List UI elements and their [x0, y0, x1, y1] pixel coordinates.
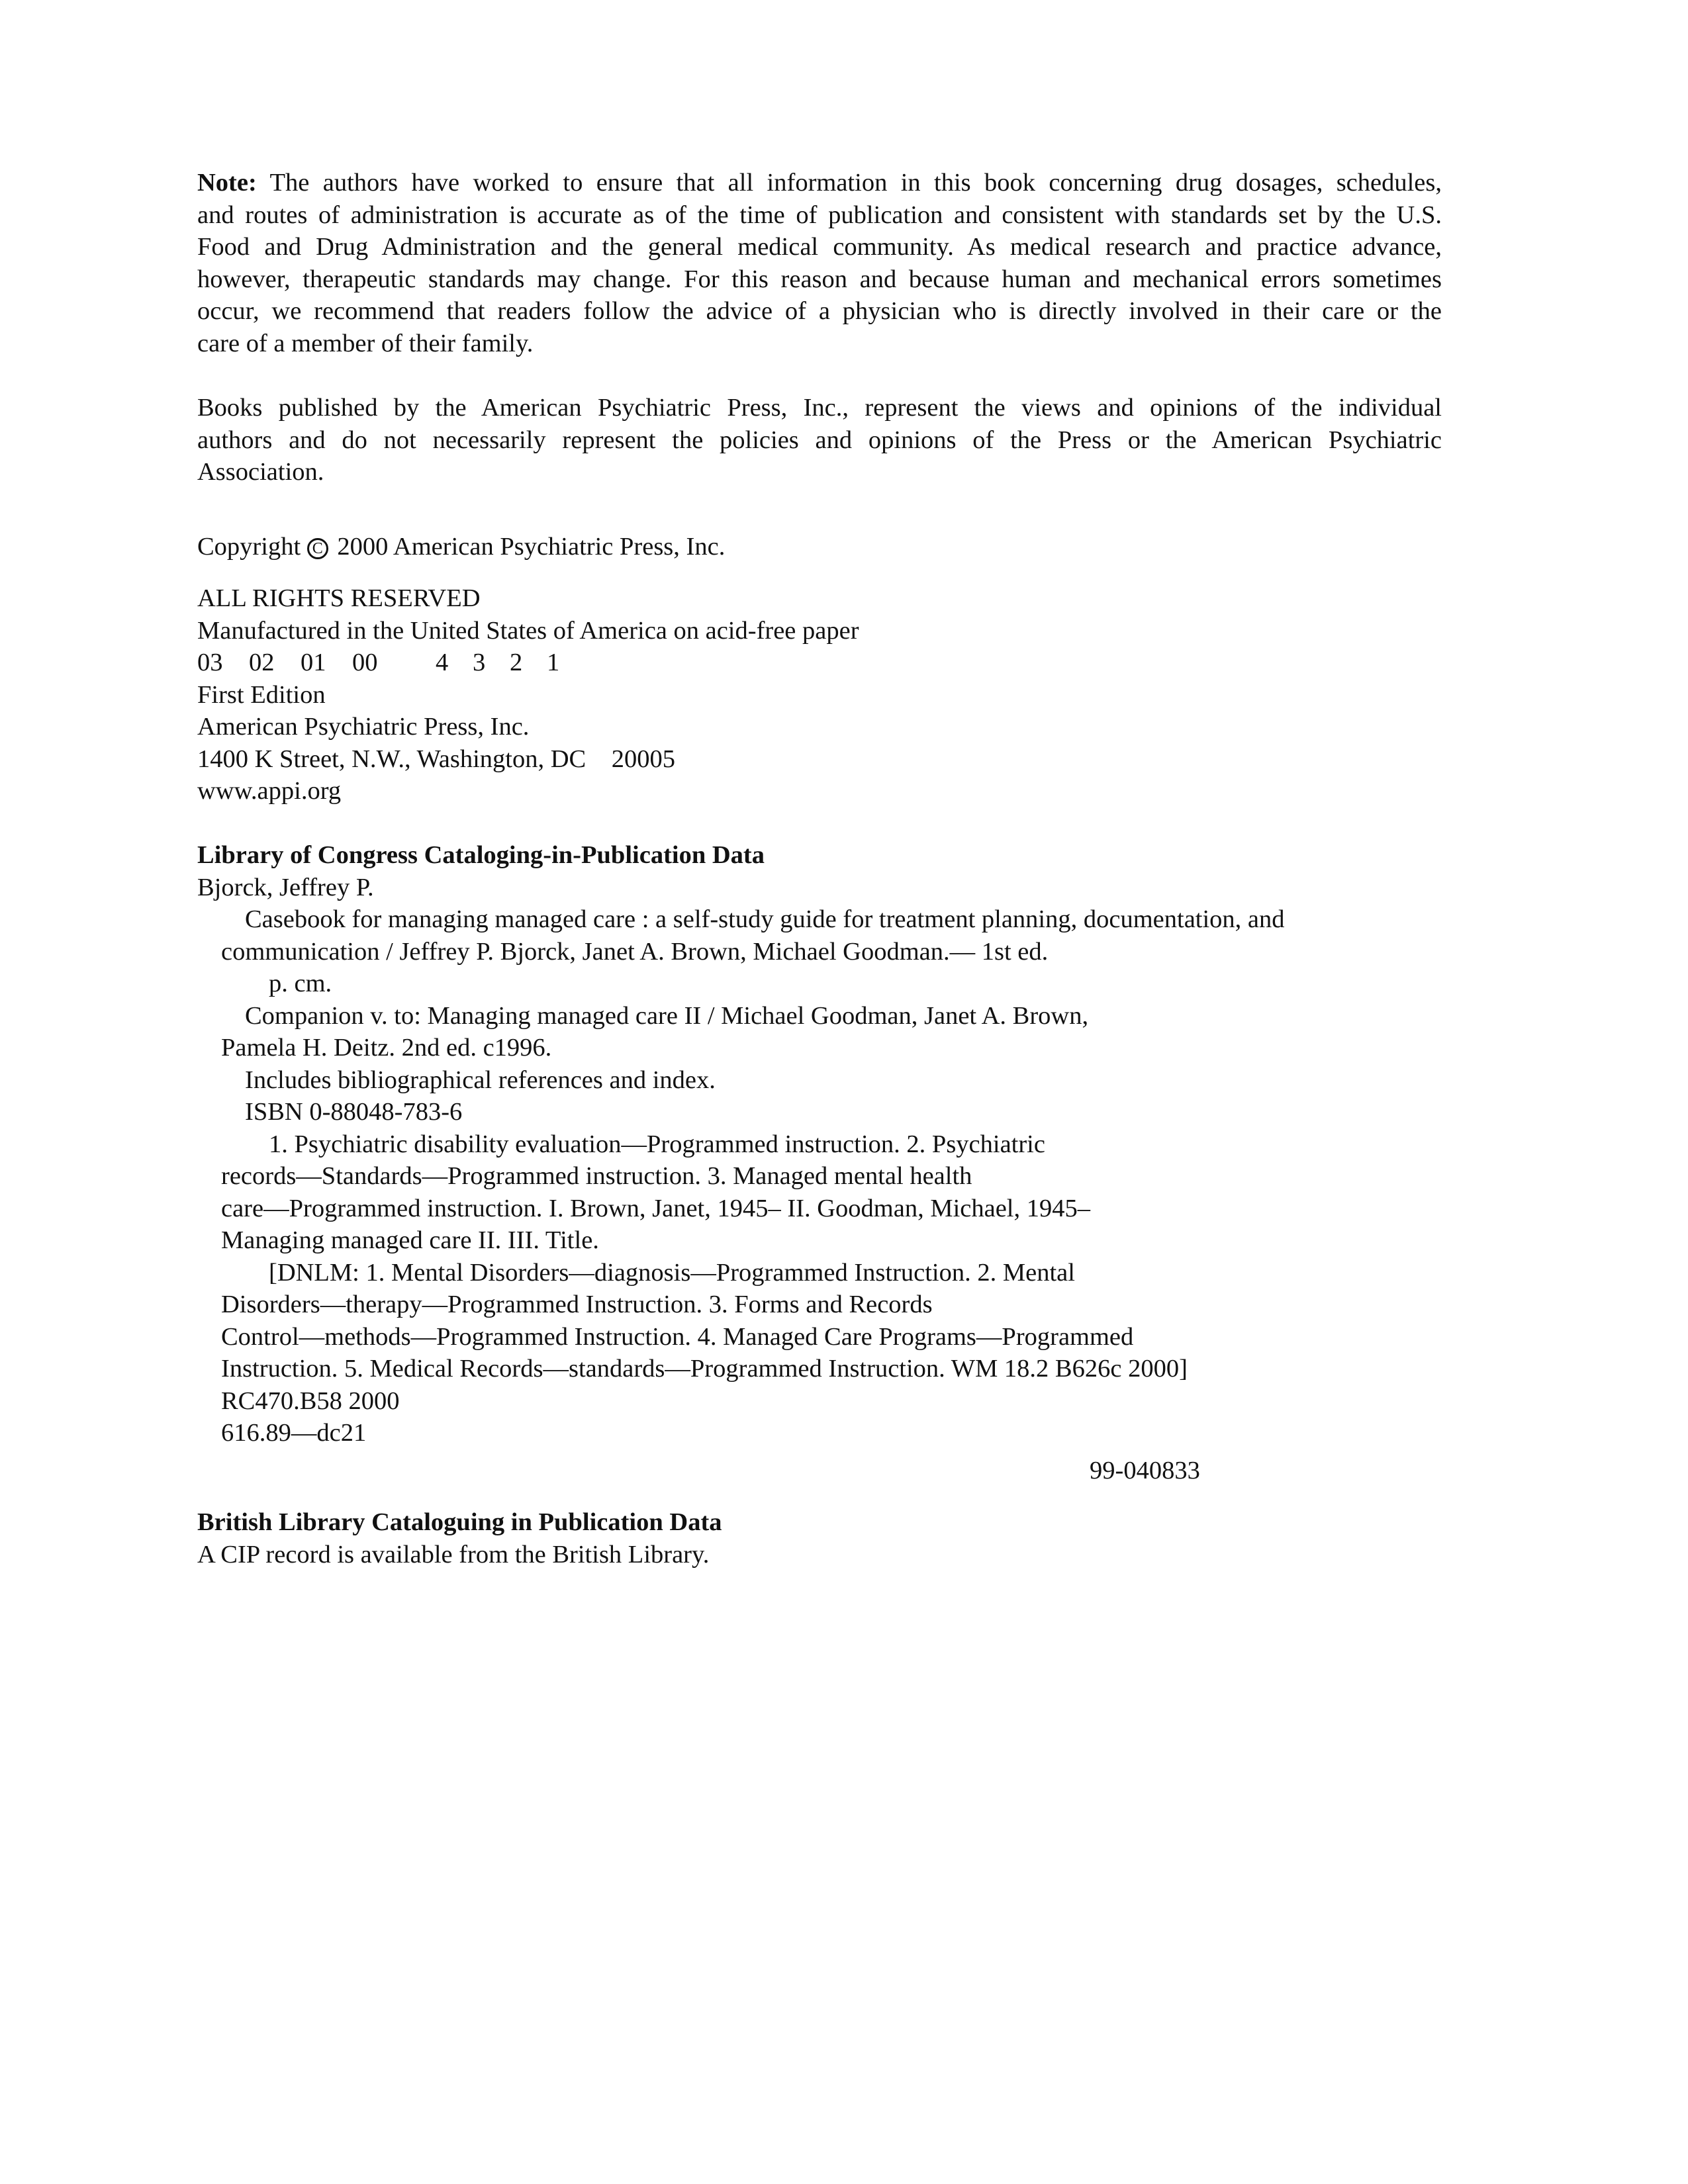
- loc-pages: p. cm.: [269, 970, 332, 997]
- publisher-name: American Psychiatric Press, Inc.: [197, 713, 530, 741]
- loc-control-number: 99-040833: [1090, 1457, 1200, 1484]
- loc-includes: Includes bibliographical references and index.: [245, 1066, 716, 1094]
- loc-subject-line: records—Standards—Programmed instruction. 3. Managed mental health: [221, 1162, 972, 1190]
- loc-call-number: RC470.B58 2000: [221, 1387, 400, 1415]
- loc-dnlm-line: [DNLM: 1. Mental Disorders—diagnosis—Programmed Instruction. 2. Mental: [269, 1258, 1075, 1287]
- disclaimer-line: Association.: [197, 458, 324, 486]
- loc-title-line: Casebook for managing managed care : a self-study guide for treatment planning, documentation, and: [245, 905, 1285, 933]
- loc-dnlm-line: Instruction. 5. Medical Records—standards—Programmed Instruction. WM 18.2 B626c 2000]: [221, 1355, 1188, 1383]
- note-line: occur, we recommend that readers follow the advice of a physician who is directly involved in their care or the: [197, 297, 1442, 325]
- disclaimer-line: authors and do not necessarily represent the policies and opinions of the Press or the American Psychiatric: [197, 426, 1442, 454]
- loc-companion-line: Pamela H. Deitz. 2nd ed. c1996.: [221, 1034, 552, 1062]
- loc-dewey: 616.89—dc21: [221, 1419, 367, 1447]
- note-label: Note:: [197, 169, 257, 197]
- british-library-block: [197, 1506, 722, 1570]
- publication-info: [197, 582, 859, 807]
- note-line: care of a member of their family.: [197, 329, 534, 357]
- loc-subject-line: Managing managed care II. III. Title.: [221, 1226, 599, 1254]
- loc-subject-line: 1. Psychiatric disability evaluation—Programmed instruction. 2. Psychiatric: [269, 1130, 1045, 1158]
- loc-cip-block: [197, 839, 1455, 1449]
- loc-subject-line: care—Programmed instruction. I. Brown, Janet, 1945– II. Goodman, Michael, 1945–: [221, 1194, 1090, 1222]
- loc-companion-line: Companion v. to: Managing managed care II / Michael Goodman, Janet A. Brown,: [245, 1001, 1089, 1030]
- loc-dnlm-line: Control—methods—Programmed Instruction. 4. Managed Care Programs—Programmed: [221, 1322, 1134, 1351]
- edition: First Edition: [197, 680, 326, 709]
- loc-author: Bjorck, Jeffrey P.: [197, 873, 374, 901]
- loc-dnlm-line: Disorders—therapy—Programmed Instruction. 3. Forms and Records: [221, 1291, 933, 1318]
- disclaimer-paragraph: [197, 392, 1442, 488]
- british-library-text: A CIP record is available from the British Library.: [197, 1540, 710, 1569]
- british-library-heading: British Library Cataloguing in Publication Data: [197, 1508, 722, 1536]
- publisher-address: 1400 K Street, N.W., Washington, DC 20005: [197, 745, 675, 773]
- note-line: Note: The authors have worked to ensure that all information in this book concerning drug dosages, schedules,: [197, 169, 1442, 197]
- loc-heading: Library of Congress Cataloging-in-Publication Data: [197, 841, 765, 869]
- loc-isbn: ISBN 0-88048-783-6: [245, 1098, 463, 1126]
- note-line: and routes of administration is accurate as of the time of publication and consistent with standards set by the U.S.: [197, 201, 1442, 229]
- copyright-line: Copyright C 2000 American Psychiatric Press, Inc.: [197, 533, 726, 561]
- note-paragraph: [197, 167, 1442, 359]
- disclaimer-line: Books published by the American Psychiatric Press, Inc., represent the views and opinions of the individual: [197, 394, 1442, 422]
- loc-title-line: communication / Jeffrey P. Bjorck, Janet A. Brown, Michael Goodman.— 1st ed.: [221, 937, 1049, 966]
- note-line: however, therapeutic standards may change. For this reason and because human and mechanical errors sometimes: [197, 265, 1442, 293]
- note-line: Food and Drug Administration and the general medical community. As medical research and practice advance,: [197, 233, 1442, 261]
- manufactured-line: Manufactured in the United States of America on acid-free paper: [197, 616, 859, 645]
- publisher-website: www.appi.org: [197, 777, 342, 805]
- printing-line: 03 02 01 00 4 3 2 1: [197, 649, 560, 676]
- rights-reserved: ALL RIGHTS RESERVED: [197, 584, 481, 612]
- copyright-symbol-icon: C: [307, 538, 328, 559]
